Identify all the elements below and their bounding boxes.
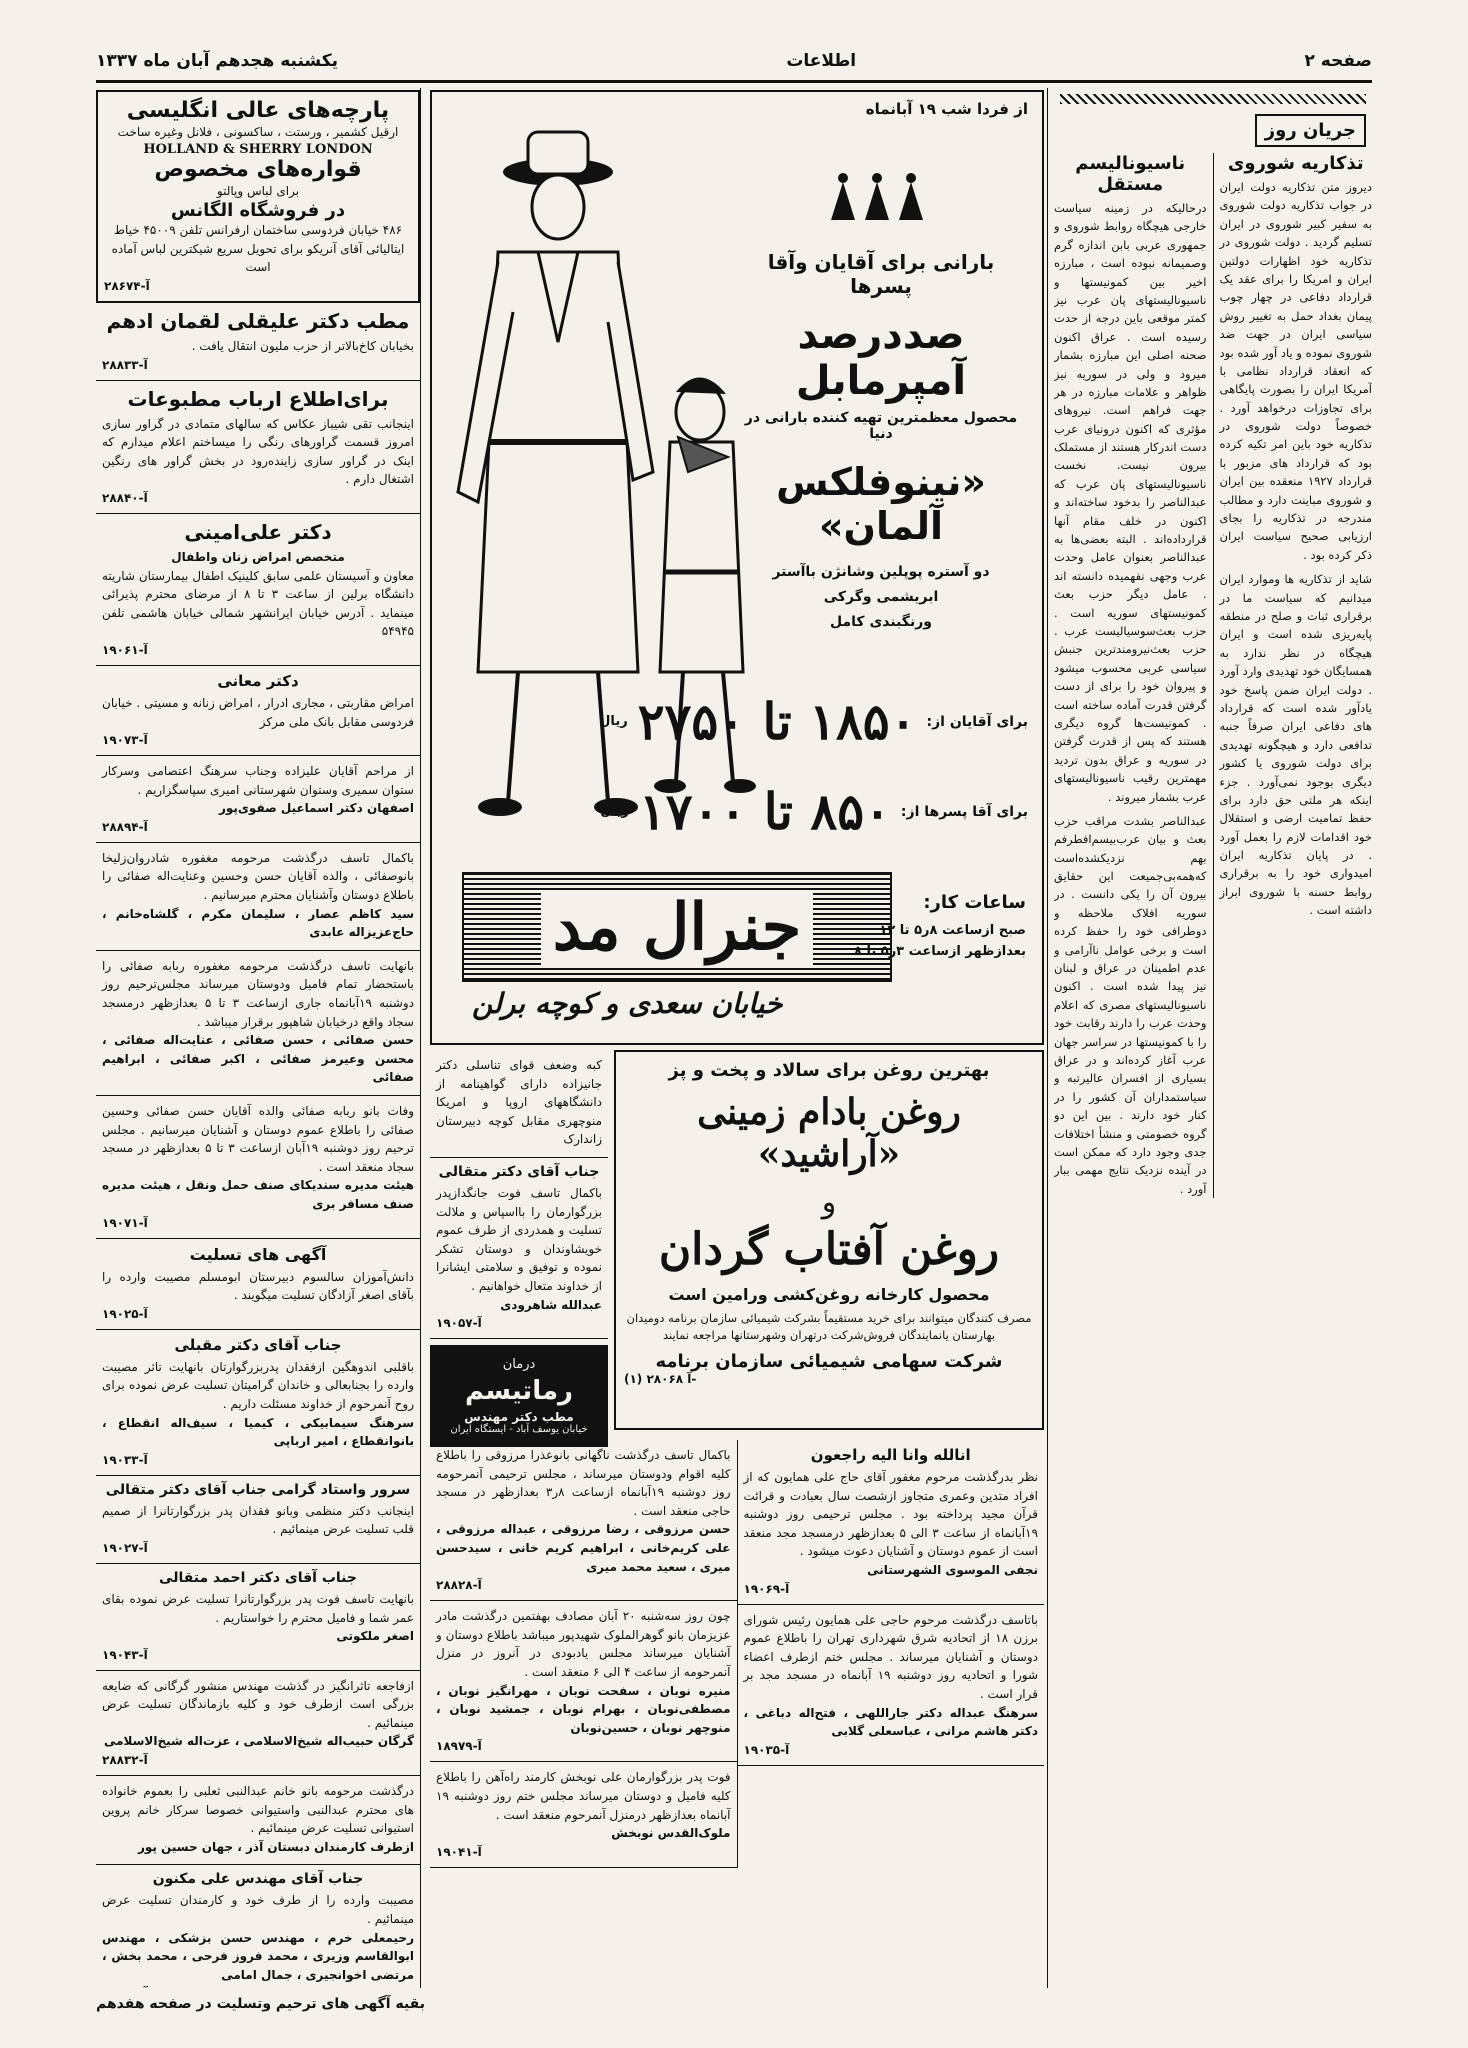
ad-text: بخیابان کاخ‌بالاتر از حزب ملیون انتقال یافت . [191, 338, 414, 353]
condolence-text: درگذشت مرحومه بانو خانم عبدالنبی ثعلبی را بعموم خانواده های محترم عبدالنبی واستیوانی خصوصا سرکار خانم پروین استیوانی تسلیت عرض مینمائیم . [102, 1784, 414, 1836]
notice [430, 1050, 608, 1158]
obituary-sign: هیئت مدیره سندیکای صنف حمل ونقل ، هیئت مدیره صنف مسافر بری [102, 1178, 414, 1211]
ad-reference: آ-۱۹۰۴۱ [436, 1844, 482, 1859]
page-number: صفحه ۲ [1304, 51, 1372, 71]
obituary-sign: ملوک‌القدس نوبخش [611, 1826, 731, 1841]
obituary [738, 1440, 1045, 1605]
raincoat-ad [430, 90, 1044, 1045]
obituary [96, 843, 420, 951]
hours-morning: صبح ازساعت ۸ر۵ تا ۱۲ [879, 923, 1026, 938]
press-notice [96, 381, 420, 514]
fabric-ad [96, 90, 420, 303]
condolence-text: مصیبت وارده را از طرف خود و کارمندان تسلیت عرض مینمائیم . [102, 1893, 414, 1927]
article-soviet-note [1220, 153, 1373, 1198]
ad-feature: ابریشمی وگرکی [823, 589, 939, 606]
ad-title: دکتر علی‌امینی [184, 519, 332, 544]
middle-column [430, 90, 1044, 1988]
ad-sign: اصفهان دکتر اسماعیل صفوی‌پور [218, 801, 414, 816]
issue-date: یکشنبه هجدهم آبان ماه ۱۳۳۷ [96, 51, 338, 71]
condolence-title: جناب آقای مهندس علی مکنون [152, 1871, 364, 1888]
ad-date: از فردا شب ۱۹ آبانماه [865, 100, 1028, 118]
article-body: درحالیکه در زمینه سیاست خارجی هیچگاه روابط شوروی و جمهوری عربی بابن اندازه گرم وصمیمانه نبوده است ، مبارزه اخیر بین کمونیستها و ناسیونالیستهای پان عرب نیز کمتر موقعی باین درجه از حدت رسیده است . عراق اکنون صحنه اصلی این مبارزه بشمار میرود و ولی در سوریه نیز ظواهر و علامات مبارزه در هر جهت فراهم است. نیروهای مؤثری که اکنون درونیای عرب دست اندرکار هستند از مستملک بیرون نیست. نخست ناسیونالیستهای پان عرب که عبدالناصر را بدخود ساخته‌اند و اکنون در خلف مقام آنها قرارداده‌اند . البته بعضی‌ها به عبدالناصر بعنوان عامل وحدت عرب وجهی نفهمیده دانسته اند . عامل دیگر حزب بعث کمونیستهای سوریه است . حزب بعث‌سوسیالیست عرب . حزب بعث‌نیرومندترین جنبش سیاسی عربی محسوب میشود و پیروان خود را برای از دست گرفتن قدرت آماده ساخته است . کمونیست‌ها گروه دیگری هستند که پس از قدرت گرفتن در سوریه و عراق بدون تردید مهمترین رقیب ناسیونالیستهای عرب بشمار میروند . [1054, 201, 1207, 804]
ad-copy [736, 172, 1026, 636]
ad-reference: (۱) ۲۸۰۶۸ آ- [624, 1371, 697, 1386]
thanks-notice [430, 1158, 608, 1339]
ad-brand-latin: HOLLAND & SHERRY LONDON [143, 141, 373, 157]
paper-name: اطلاعات [786, 51, 857, 71]
article-title: ناسیونالیسم مستقل [1075, 153, 1186, 195]
ad-reference: آ-۱۸۹۷۹ [436, 1739, 482, 1754]
condolence-text: دانش‌آموزان سالسوم دبیرستان ابومسلم مصیبت وارده را بآقای اصغر آزادگان تسلیت میگویند . [102, 1269, 414, 1303]
store-address: خیابان سعدی و کوچه برلن [472, 987, 783, 1020]
obituary-sign: سید کاظم عصار ، سلیمان مکرم ، گلشاه‌خانم ، حاج‌عزیزاله عابدی [102, 906, 414, 940]
store-name: جنرال مد [541, 890, 814, 965]
decorative-border [1060, 94, 1366, 104]
condolence-title: سرور واستاد گرامی جناب آقای دکتر متقالی [105, 1481, 411, 1498]
article-body: دیروز متن تذکاریه دولت ایران در جواب تذکاریه دولت شوروی به سفیر کبیر شوروی در ایران تسلیم گردید . دولت شوروی در تذکاریه خود اظهارات دولتین ایران و امریکا را برای عقد یک قرارداد دفاعی در چهار چوب پیمان بغداد حمل به تغییر روش سیاسی ایران در جهت ضد شوروی نموده و یاد آور شده بود که انعقاد قرارداد نظامی با آمریکا ایران را بصورت پایگاهی برای تجاوزات درخواهد آورد . خصوصاً دولت شوروی در تذکاریه خود باین امر تکیه کرده بود که قرارداد های مزبور با قرارداد ۱۹۲۷ منعقده بین ایران و شوروی مباینت دارد و مطالب مندرجه در تذکاریه را بجای ارزیابی صحیح سیاست ایران ذکر کرده بود . [1219, 180, 1372, 562]
obituary [96, 1096, 420, 1239]
left-column [96, 90, 420, 1988]
column-divider [420, 88, 421, 1988]
price-boys [600, 782, 1028, 841]
continued-note: بقیه آگهی های ترحیم وتسلیت در صفحه هفدهم [96, 1996, 425, 2012]
obituary-sign: حسن صفائی ، حسن صفائی ، عنایت‌اله صفائی ، محسن وعیرمز صفائی ، اکبر صفائی ، ابراهیم صفائی [102, 1033, 414, 1085]
condolence-sign: اصغر ملکوتی [336, 1629, 414, 1644]
price-label: برای آقایان از: [926, 713, 1028, 730]
condolence-section [96, 1239, 420, 1330]
ad-title: صددرصد آمپرمابل [795, 312, 967, 404]
condolence [96, 1865, 420, 1988]
currency: ریال [600, 804, 629, 819]
oil-ad-body: مصرف کنندگان میتوانند برای خرید مستقیماً بشرکت شیمیائی سازمان برنامه دومیدان بهارستان یانمایندگان فروش‌شرکت درتهران وشهرستانها مراجعه نمایند [626, 1311, 1032, 1343]
condolence [96, 1776, 420, 1865]
condolence-text: بانهایت تاسف فوت پدر بزرگوارتانرا تسلیت عرض نموده بقای عمر شما و فامیل محترم را خواستاریم . [102, 1591, 414, 1625]
notice-title: جناب آقای دکتر متقالی [438, 1163, 600, 1180]
ad-reference: آ-۱۹۰۲۵ [102, 1306, 148, 1321]
ad-reference [102, 1986, 414, 1988]
obituary-text: نظر بدرگذشت مرحوم مغفور آقای حاج علی همایون که از افراد متدین وعمری متجاوز ازشصت سال بعبادت و قرائت قرآن مجید پرداخته بود . مجلس ترحیمی روز دوشنبه ۱۹آبانماه از ساعت ۳ الی ۵ بعدازظهر درمسجد مجد منعقد است از عموم دوستان و آشنایان دعوت میشود . [743, 1470, 1039, 1559]
ad-text: از مراحم آقایان علیزاده وجناب سرهنگ اعتصامی وسرکار ستوان سمیری وستوان شهرستانی امیری سپاسگزاریم . [102, 764, 414, 797]
condolence-sign: گرگان حبیب‌اله شیخ‌الاسلامی ، عزت‌اله شیخ‌الاسلامی [103, 1734, 414, 1749]
ad-reference: آ-۱۹۰۳۳ [102, 1452, 148, 1467]
ad-reference: آ-۱۹۰۶۱ [102, 642, 148, 657]
ad-brand: «نینوفلکس آلمان» [776, 460, 986, 548]
condolence-title: جناب آقای دکتر مقبلی [174, 1335, 342, 1354]
obituary-text: باکمال تاسف درگذشت ناگهانی بانوعذرا مرزوقی را باطلاع کلیه اقوام ودوستان میرساند ، مجلس ترحیمی آنمرحومه روز دوشنبه ۱۹آبانماه ازساعت ۸ر۳ بعدازظهر در مسجد حاجی منعقد است . [436, 1448, 731, 1518]
oil-ad-and: و [821, 1185, 837, 1220]
obituary-sign: منیره نوبان ، سفحت نوبان ، مهرانگیز نوبان ، مصطفی‌نوبان ، بهرام نوبان ، جمشید نوبان ، منوچهر نوبان ، حسین‌نوبان [436, 1683, 731, 1735]
condolence-text: ازفاجعه تاثرانگیز در گذشت مهندس منشور گرگانی که ضایعه بزرگی است ازطرف خود و کلیه بازماندگان تسلیت عرض مینمائیم . [102, 1678, 414, 1730]
ad-reference: آ-۲۸۸۳۲ [102, 1753, 148, 1768]
clinic-ad [96, 303, 420, 381]
section-title: آگهی های تسلیت [189, 1244, 327, 1264]
hours-evening: بعدازظهر ازساعت ۳ر۵ تا ۸ [853, 944, 1026, 959]
ad-text: امراض مقاربتی ، مجاری ادرار ، امراض زنانه و مسیتی . خیابان فردوسی مقابل بانک ملی مرکز [102, 695, 414, 729]
thanks-notice [96, 756, 420, 843]
obituary [430, 1440, 737, 1601]
price-amount: ۸۵۰ تا ۱۷۰۰ [638, 782, 891, 841]
price-label: برای آقا پسرها از: [900, 803, 1028, 820]
obituary [738, 1605, 1045, 1766]
rheum-doctor: مطب دکتر مهندس [464, 1410, 574, 1425]
rheumatism-ad [430, 1345, 608, 1447]
obituary-title: انالله وانا الیه راجعون [810, 1446, 971, 1464]
oil-ad-maker: محصول کارخانه روغن‌کشی ورامین است [668, 1285, 990, 1304]
doctor-ad [96, 666, 420, 756]
price-amount: ۱۸۵۰ تا ۲۷۵۰ [637, 692, 917, 751]
condolence [96, 1330, 420, 1476]
currency: ریال [599, 714, 628, 729]
ad-reference: آ-۱۹۰۴۳ [102, 1647, 148, 1662]
small-ads-stack [430, 1050, 608, 1447]
obituary-columns [430, 1440, 1044, 1868]
right-column [1054, 90, 1372, 1988]
ad-feature: دو آستره پوپلین وشانژن باآستر [772, 564, 990, 580]
condolence-text: اینجانب دکتر منظمی وبانو فقدان پدر بزرگوارتانرا از صمیم قلب تسلیت عرض مینمائیم . [102, 1503, 414, 1537]
ad-text: معاون و آسیستان علمی سابق کلینیک اطفال بیمارستان شاریته دانشگاه برلین از ساعت ۳ تا ۸ از مرضای محترم پذیرائی مینماید . آدرس خیابان ایرانشهر شمالی خیابان هاشمی تلفن ۵۴۹۴۵ [102, 568, 414, 639]
ad-line: محصول معظمترین تهیه کننده بارانی در دنیا [744, 410, 1018, 442]
rheum-label: درمان [502, 1357, 536, 1373]
obituary [430, 1762, 737, 1867]
ad-reference: آ-۲۸۸۴۰ [102, 490, 148, 505]
obituary-text: بانهایت تاسف درگذشت مرحومه مغفوره ربابه صفائی را باستحضار تمام فامیل ودوستان میرساند مجلس‌ترحیم روز دوشنبه ۱۹آبانماه جاری ازساعت ۳ تا ۵ بعدازظهر درمسجد سجاد واقع درخیابان شاهپور برقرار میباشد . [102, 958, 414, 1029]
ad-reference: آ-۲۸۸۳۳ [102, 357, 148, 372]
hours-title: ساعات کار: [923, 892, 1026, 913]
article-title: تذکاریه شوروی [1227, 153, 1364, 174]
work-hours [826, 892, 1026, 965]
logo-figures-icon [821, 172, 941, 222]
obituary-text: باکمال تاسف درگذشت مرحومه مغفوره شادروان‌زلیخا بانوصفائی ، والده آقایان حسن وحسین وعنایت‌اله صفائی را باطلاع دوستان وآشنایان محترم میرسانیم . [102, 850, 414, 903]
condolence [96, 1564, 420, 1671]
ad-reference: آ-۱۹۰۷۱ [102, 1215, 148, 1230]
notice-sign: عبدالله شاهرودی [500, 1297, 602, 1312]
obituary [430, 1601, 737, 1762]
ad-title: پارچه‌های عالی انگلیسی [126, 98, 390, 123]
obituary-text: وفات بانو ربابه صفائی والده آقایان حسن صفائی وحسین صفائی را باطلاع عموم دوستان و آشنایان میرسانیم . مجلس ترحیم روز دوشنبه ۱۹آبان ازساعت ۳ تا ۵ بعدازظهر در مسجد سجاد منعقد است . [102, 1104, 414, 1174]
oil-ad [614, 1050, 1044, 1430]
condolence-text: باقلبی اندوهگین ازفقدان پدربزرگوارتان بانهایت تاثر مصیبت وارده را بجنابعالی و خاندان گرامیتان تسلیت عرض نموده برای روح آنمرحوم از خداوند مسئلت داریم . [102, 1359, 414, 1411]
ad-title: مطب دکتر علیقلی لقمان ادهم [106, 308, 410, 333]
oil-ad-company: شرکت سهامی شیمیائی سازمان برنامه [655, 1350, 1003, 1372]
condolence [96, 1476, 420, 1564]
price-men [599, 692, 1028, 751]
condolence-title: جناب آقای دکتر احمد متقالی [159, 1569, 357, 1586]
ad-text: اینجانب تقی شیباز عکاس که سالهای متمادی در گراور سازی امروز قسمت گراورهای رنگی را میساختم اعلام میدارم که اینک در گراور سازی زاینده‌رود در بخش گراور های رنگین اشتغال دارم . [102, 416, 414, 487]
masthead [96, 46, 1372, 76]
obituary-sign: سرهنگ عبداله دکتر جاراللهی ، فتح‌اله دباغی ، دکتر هاشم مرانی ، عباسعلی گلابی [743, 1705, 1038, 1739]
section-header: جریان روز [1255, 114, 1366, 147]
ad-address: ۴۸۶ خیابان فردوسی ساختمان ارفرانس تلفن ۴۵۰۰۹ خیاط ایتالیائی آقای آنریکو برای تحویل سریع شیکترین لباس آماده است [111, 223, 405, 275]
ad-sub: ارقیل کشمیر ، ورستت ، ساکسونی ، فلانل وغیره ساخت [117, 125, 399, 139]
ad-store: در فروشگاه الگانس [170, 200, 346, 222]
article-nationalism [1054, 153, 1214, 1198]
obituary-column [737, 1440, 1045, 1868]
oil-ad-product2: روغن آفتاب گردان [658, 1224, 1000, 1275]
article-body: عبدالناصر بشدت مراقب حزب بعث و بیان عرب‌بیسم‌افطرفم بهم نزدیکشده‌است که‌‌همه‌بی‌جمیعت این حقایق بیرون آن را یکی دانست . در سوریه افلاک ملاحظه و دوطرافی خود را حفظ‌ کرده است و برخی عوامل ناآرامی و عدم اطمینان در عراق و لبنان نیز پیدا شده است . اکنون ناسیونالیستهای مصری که اعلام وحدت عرب را دارند رقابت خود را با کمونیستها در سراسر جهان عرب آغاز کرده‌اند و در عراق بسیاری از افسران عالیرتبه و سیاستمداران آن کشور را در کنار خود دارند . بین این دو گروه خصومتی و منشأ اختلافات جدی وجود دارد که ممکن است در آینده نزدیک نتایج مهمی ببار آورد . [1054, 813, 1207, 1196]
ad-reference: آ-۱۹۰۷۳ [102, 733, 148, 748]
doctor-ad [96, 514, 420, 666]
obituary-text: چون روز سه‌شنبه ۲۰ آبان مصادف بهفتمین درگذشت مادر عزیزمان بانو گوهرالملوک شهیدپور میباشد باطلاع دوستان و آشنایان میرساند مجلس یادبودی در آنروز در منزل آنمرحومه از ساعت ۴ الی ۶ منعقد است . [436, 1609, 731, 1679]
obituary-text: باتاسف درگذشت مرحوم حاجی علی همایون رئیس شورای برزن ۱۸ از اتحادیه شرق شهرداری تهران را باطلاع عموم دوستان و آشنایان میرساند . مجلس ختم ازطرف اعضاء شورا و اتحادیه روز دوشنبه ۱۹ آبانماه در مسجد مجد بر قرار است . [743, 1612, 1038, 1701]
ad-reference: آ-۲۸۸۹۴ [102, 819, 148, 834]
ad-reference: آ-۲۸۶۷۴ [104, 278, 150, 293]
ad-reference: آ-۱۹۰۲۷ [102, 1540, 148, 1555]
ad-title: قواره‌های مخصوص [154, 156, 362, 182]
ad-reference: آ-۱۹۰۳۵ [743, 1742, 790, 1757]
ad-reference: آ-۲۸۸۲۸ [436, 1578, 482, 1593]
obituary-text: فوت پدر بزرگوارمان علی نوبخش کارمند راه‌آهن را باطلاع کلیه فامیل و دوستان میرساند مجلس ختم روز دوشنبه ۱۹ آبانماه بعدازظهر درمنزل آنمرحوم منعقد است . [436, 1770, 731, 1822]
oil-ad-product1: روغن بادام زمینی «آراشید» [697, 1091, 961, 1175]
oil-ad-tagline: بهترین روغن برای سالاد و پخت و پز [668, 1060, 990, 1081]
notice-text: کبه وضعف قوای تناسلی دکتر جانیزاده دارای گواهینامه از دانشگاههای اروپا و امریکا منوچهری مقابل کوچه دبیرستان زاندارک [436, 1058, 602, 1147]
article-body: شاید از تذکاریه ها وموارد ایران میدانیم که سیاست ما در برقراری ثبات و صلح در منطقه پایه‌ریزی شده است و ایران هیچگاه در نظر ندارد به همسایگان خود تهدیدی وارد آورد . دولت ایران ضمن پاسخ خود یادآور شده است که قرارداد های دفاعی ایران صرفاً جنبه تدافعی دارد و هیچگونه تهدیدی برای دولت شوروی یا کشور دیگری بوجود نمی‌آورد . جزء اینکه هر ملتی حق دارد برای حفظ تمامیت ارضی و استقلال خود اقدامات لازم را بعمل آورد . در پایان تذکاریه ایران امیدواری خود را به برقراری روابط حسنه با شوروی ابراز داشته است . [1219, 572, 1372, 918]
ad-reference: آ-۱۹۰۶۹ [743, 1581, 790, 1596]
ad-line: برای لباس وپالتو [216, 183, 300, 198]
obituary [96, 951, 420, 1096]
condolence-sign: رحیمعلی خرم ، مهندس حسن بزشکی ، مهندس ابوالقاسم وزیری ، محمد فروز فرحی ، محمد بخش ، مرتضی اخوانجیری ، جمال امامی [102, 1930, 414, 1982]
obituary-sign: حسن مرزوقی ، رضا مرزوقی ، عبداله مرزوقی ، علی کریم‌خانی ، ابراهیم کریم خانی ، سیدحسن میری ، سعید محمد میری [436, 1522, 731, 1574]
rheum-title: رماتیسم [464, 1376, 574, 1407]
condolence [96, 1671, 420, 1776]
notice-text: باکمال تاسف فوت جانگدازپدر بزرگوارمان را بااسپاس و ملالت تسلیت و همدردی از طرف عموم خویشاوندان و دوستان تشکر نموده و توفیق و سلامتی ایشانرا از خداوند متعال خواهانیم . [436, 1185, 602, 1293]
ad-slogan: بارانی برای آقایان وآقا پسرها [767, 250, 995, 298]
condolence-sign: سرهنگ سیمابیکی ، کیمیا ، سیف‌اله انقطاع ، بانوانقطاع ، امیر ارباپی [102, 1415, 414, 1449]
obituary-sign: نجفی الموسوی الشهرستانی [867, 1562, 1038, 1577]
ad-title: دکتر معانی [217, 671, 299, 690]
ad-title: برای‌اطلاع ارباب مطبوعات [127, 386, 389, 411]
condolence-sign: ازطرف کارمندان دبستان آذر ، جهان حسین پور [137, 1839, 414, 1854]
masthead-rule [96, 80, 1372, 83]
ad-feature: ورنگبندی کامل [830, 614, 932, 631]
column-divider [1047, 88, 1048, 1988]
ad-reference: آ-۱۹۰۵۷ [436, 1316, 482, 1331]
obituary-column [430, 1440, 737, 1868]
ad-sub: متخصص امراض زنان واطفال [171, 549, 345, 564]
rheum-address: خیابان یوسف آباد - ایستگاه ایران [450, 1424, 588, 1436]
